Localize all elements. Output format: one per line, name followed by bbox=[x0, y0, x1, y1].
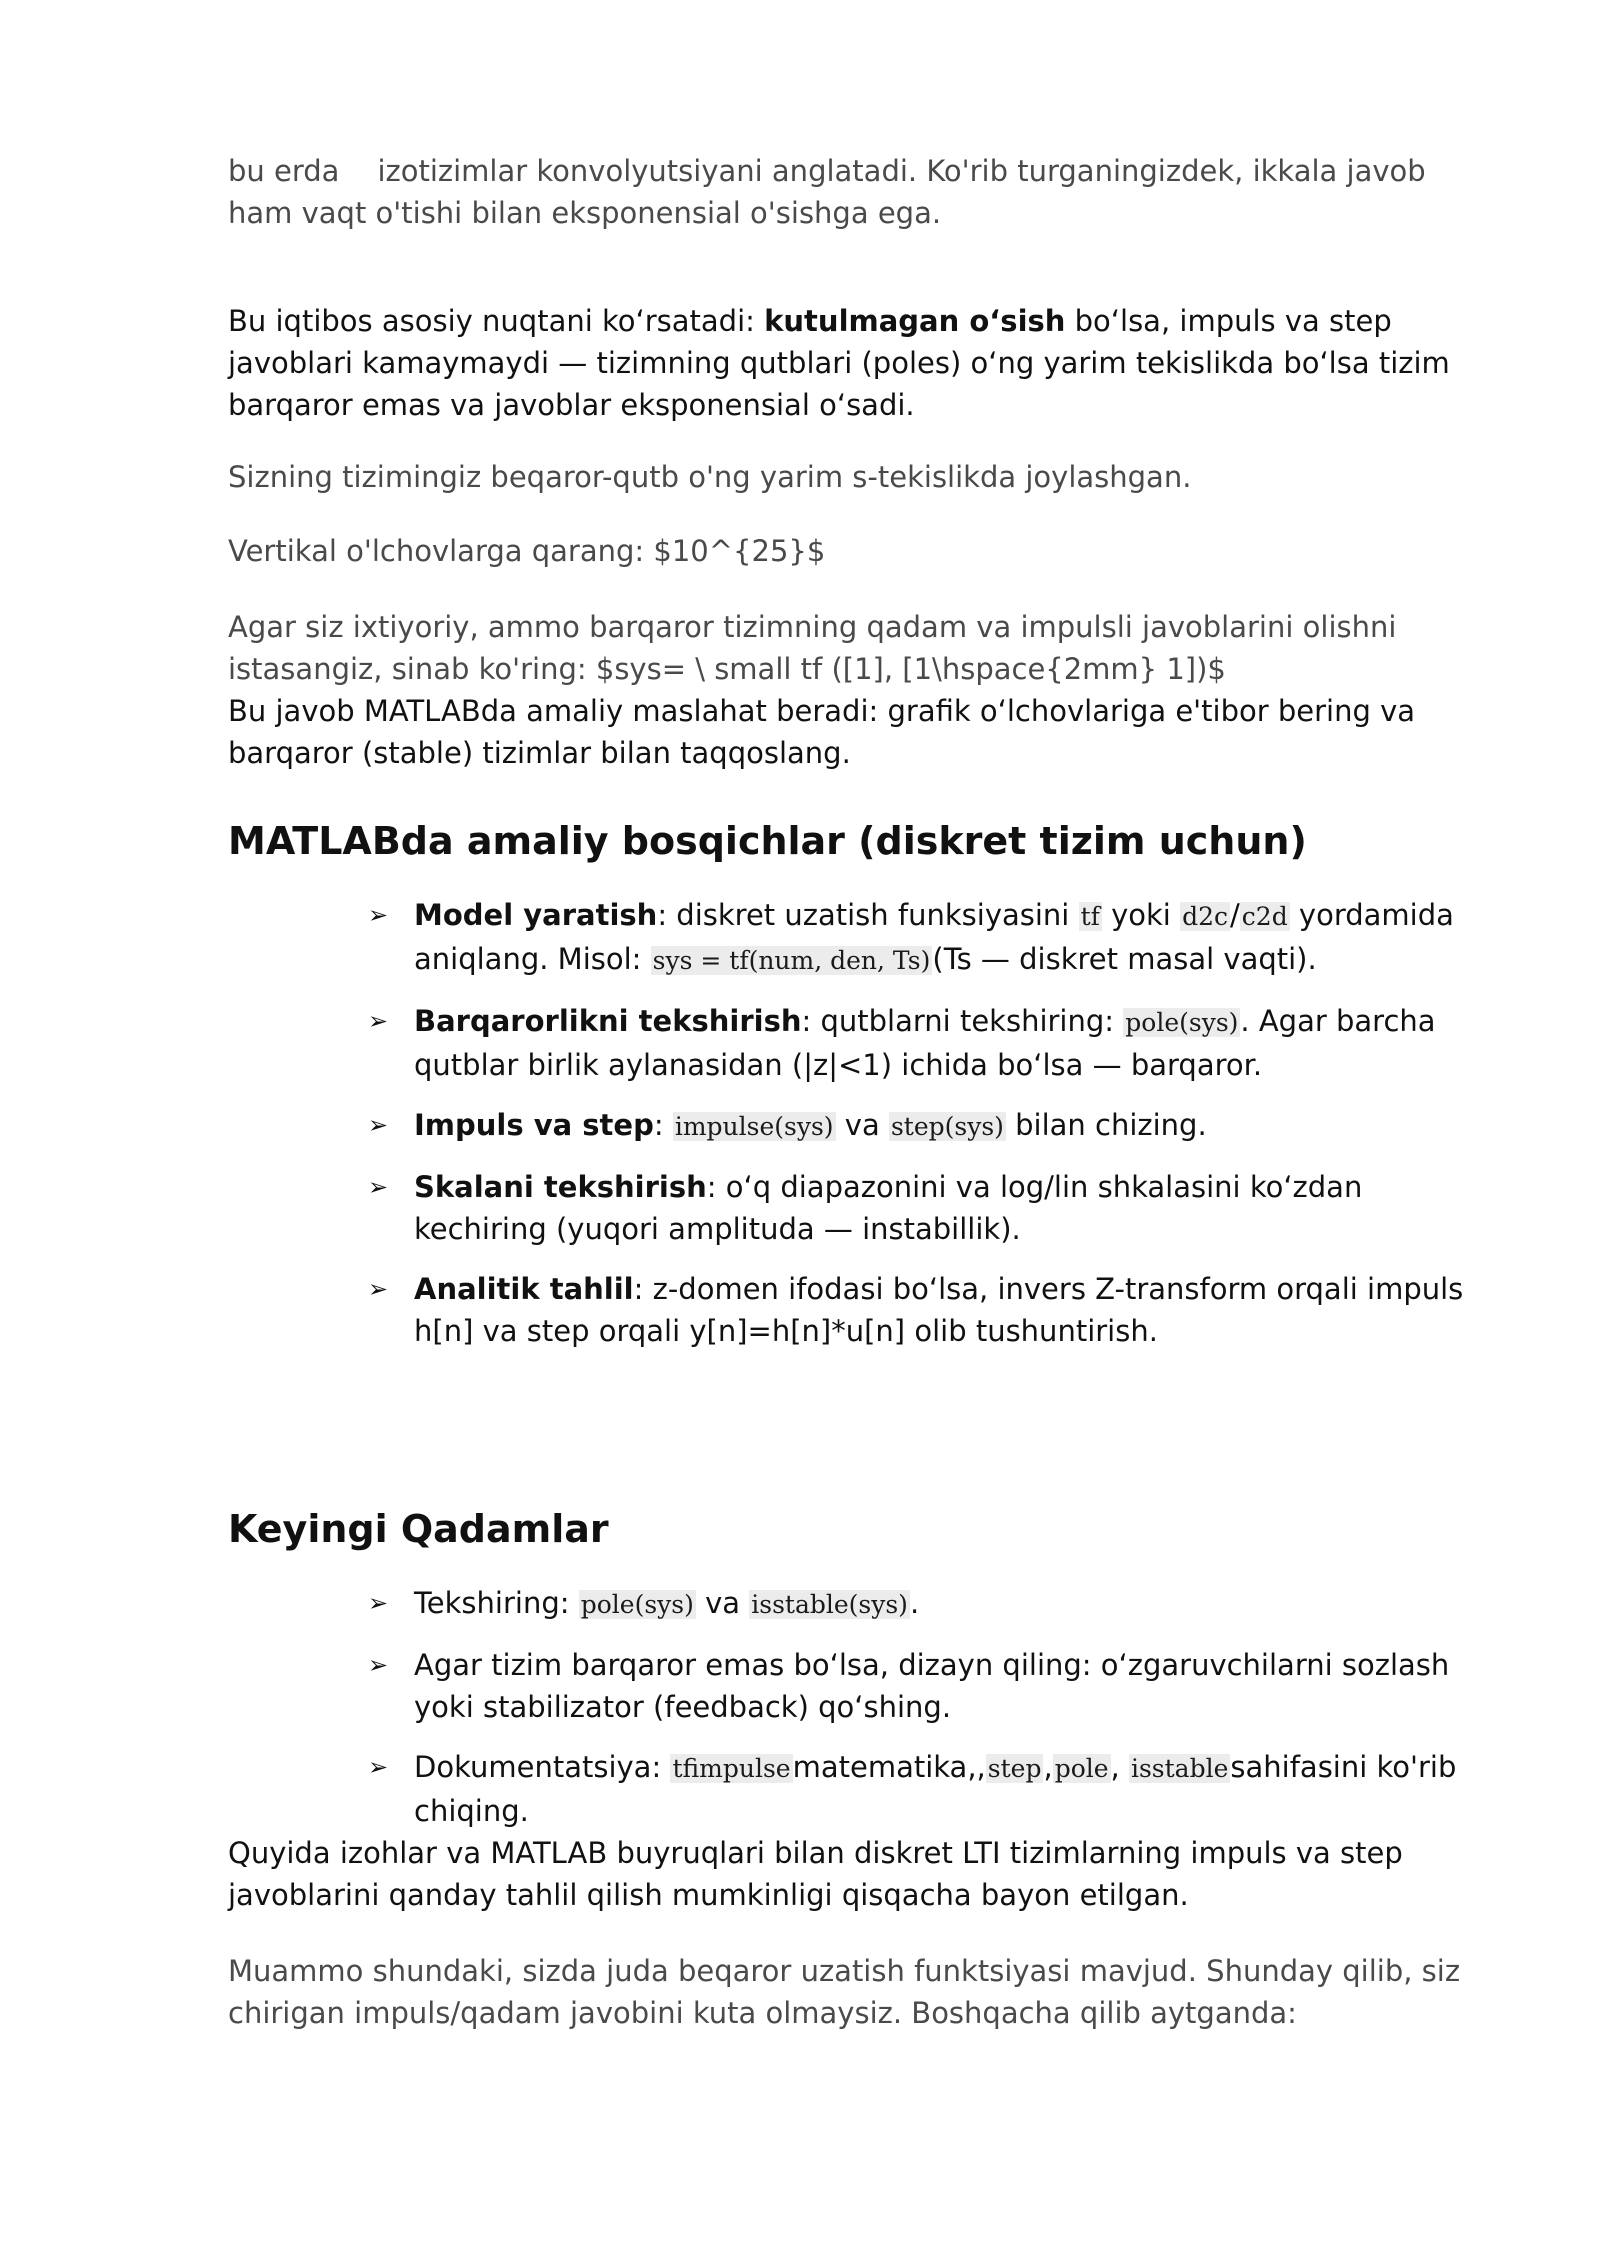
item-title: Skalani tekshirish bbox=[414, 1170, 707, 1204]
item-text: Dokumentatsiya: bbox=[414, 1750, 671, 1784]
arrow-bullet-icon: ➢ bbox=[368, 1275, 389, 1303]
code-snippet: impulse(sys) bbox=[674, 1112, 834, 1141]
code-snippet: step bbox=[987, 1754, 1042, 1783]
code-snippet: step(sys) bbox=[890, 1112, 1004, 1141]
list-item bbox=[368, 1166, 1488, 1250]
item-title: Impuls va step bbox=[414, 1108, 654, 1142]
arrow-bullet-icon: ➢ bbox=[368, 901, 389, 929]
item-text: , bbox=[1110, 1750, 1129, 1784]
item-title: Barqarorlikni tekshirish bbox=[414, 1004, 802, 1038]
arrow-bullet-icon: ➢ bbox=[368, 1173, 389, 1201]
item-text: . bbox=[909, 1586, 920, 1620]
muammo-paragraph: Muammo shundaki, sizda juda beqaror uzatish funktsiyasi mavjud. Shunday qilib, siz chirigan impuls/qadam javobini kuta olmaysiz. Boshqacha qilib aytganda: bbox=[228, 1954, 1461, 2030]
code-snippet: isstable bbox=[1130, 1754, 1229, 1783]
code-snippet: d2c bbox=[1182, 902, 1229, 931]
document-body bbox=[228, 150, 1488, 2034]
item-text: Agar tizim barqaror emas boʻlsa, dizayn qiling: oʻzgaruvchilarni sozlash yoki stabilizator (feedback) qoʻshing. bbox=[414, 1648, 1450, 1724]
intro-text-start: bu erda bbox=[228, 154, 340, 188]
item-title: Analitik tahlil bbox=[414, 1272, 634, 1306]
matlab-steps-list bbox=[228, 894, 1488, 1352]
quote-paragraph bbox=[228, 300, 1488, 426]
item-text: va bbox=[695, 1586, 750, 1620]
quote-bold-phrase: kutulmagan oʻsish bbox=[764, 304, 1066, 338]
item-text: bilan chizing. bbox=[1005, 1108, 1207, 1142]
list-item bbox=[368, 1000, 1488, 1086]
javob-paragraph: Bu javob MATLABda amaliy maslahat beradi: grafik oʻlchovlariga e'tibor bering va barqaror (stable) tizimlar bilan taqqoslang. bbox=[228, 694, 1416, 770]
code-snippet: isstable(sys) bbox=[751, 1590, 908, 1619]
item-text: / bbox=[1230, 898, 1240, 932]
arrow-bullet-icon: ➢ bbox=[368, 1589, 389, 1617]
item-text: Tekshiring: bbox=[414, 1586, 579, 1620]
item-text: . Agar barcha qutblar birlik aylanasidan (|z|<1) ichida boʻlsa — barqaror. bbox=[414, 1004, 1436, 1082]
item-text: : qutblarni tekshiring: bbox=[801, 1004, 1124, 1038]
item-text: (Ts — diskret masal vaqti). bbox=[932, 942, 1317, 976]
code-snippet: c2d bbox=[1241, 902, 1288, 931]
arrow-bullet-icon: ➢ bbox=[368, 1111, 389, 1139]
agar-paragraph: Agar siz ixtiyoriy, ammo barqaror tizimning qadam va impulsli javoblarini olishni istasangiz, sinab ko'ring: $sys= \ small tf ([1], [1\hspace{2mm} 1])$ bbox=[228, 610, 1397, 686]
vertikal-paragraph: Vertikal o'lchovlarga qarang: $10^{25}$ bbox=[228, 534, 826, 568]
code-snippet: pole bbox=[1054, 1754, 1109, 1783]
quote-text-after: boʻlsa, impuls va step javoblari kamaymaydi — tizimning qutblari (poles) oʻng yarim tekislikda boʻlsa tizim barqaror emas va javoblar eksponensial oʻsadi. bbox=[228, 304, 1450, 422]
quote-text-before: Bu iqtibos asosiy nuqtani koʻrsatadi: bbox=[228, 304, 765, 338]
item-text: matematika,, bbox=[792, 1750, 986, 1784]
item-text: , bbox=[1043, 1750, 1053, 1784]
arrow-bullet-icon: ➢ bbox=[368, 1651, 389, 1679]
intro-text-rest: izotizimlar konvolyutsiyani anglatadi. Ko'rib turganingizdek, ikkala javob ham vaqt o'tishi bilan eksponensial o'sishga ega. bbox=[228, 154, 1426, 230]
list-item bbox=[368, 1582, 1488, 1626]
arrow-bullet-icon: ➢ bbox=[368, 1007, 389, 1035]
list-item bbox=[368, 1746, 1488, 1832]
matlab-steps-heading: MATLABda amaliy bosqichlar (diskret tizim uchun) bbox=[228, 819, 1307, 863]
list-item bbox=[368, 1644, 1488, 1728]
item-text: sahifasini ko'rib chiqing. bbox=[414, 1750, 1457, 1828]
code-snippet: sys = tf(num, den, Ts) bbox=[652, 946, 931, 975]
list-item bbox=[368, 894, 1488, 982]
arrow-bullet-icon: ➢ bbox=[368, 1753, 389, 1781]
list-item bbox=[368, 1268, 1488, 1352]
item-text: yoki bbox=[1101, 898, 1181, 932]
item-text: : diskret uzatish funksiyasini bbox=[657, 898, 1079, 932]
code-snippet: tf bbox=[1080, 902, 1100, 931]
sizning-paragraph: Sizning tizimingiz beqaror-qutb o'ng yarim s-tekislikda joylashgan. bbox=[228, 460, 1192, 494]
next-steps-heading: Keyingi Qadamlar bbox=[228, 1507, 609, 1551]
item-text: : bbox=[653, 1108, 673, 1142]
item-text: yordamida aniqlang. Misol: bbox=[414, 898, 1454, 976]
quyida-paragraph: Quyida izohlar va MATLAB buyruqlari bilan diskret LTI tizimlarning impuls va step javoblarini qanday tahlil qilish mumkinligi qisqacha bayon etilgan. bbox=[228, 1836, 1403, 1912]
item-title: Model yaratish bbox=[414, 898, 658, 932]
next-steps-list bbox=[228, 1582, 1488, 1832]
code-snippet: pole(sys) bbox=[1125, 1008, 1239, 1037]
code-snippet: pole(sys) bbox=[580, 1590, 694, 1619]
code-snippet: tfimpulse bbox=[672, 1754, 791, 1783]
intro-paragraph bbox=[228, 150, 1488, 234]
item-text: va bbox=[835, 1108, 889, 1142]
list-item bbox=[368, 1104, 1488, 1148]
item-text: : z-domen ifodasi boʻlsa, invers Z-transform orqali impuls h[n] va step orqali y[n]=h[n]*u[n] olib tushuntirish. bbox=[414, 1272, 1464, 1348]
item-text: : oʻq diapazonini va log/lin shkalasini koʻzdan kechiring (yuqori amplituda — instabillik). bbox=[414, 1170, 1363, 1246]
